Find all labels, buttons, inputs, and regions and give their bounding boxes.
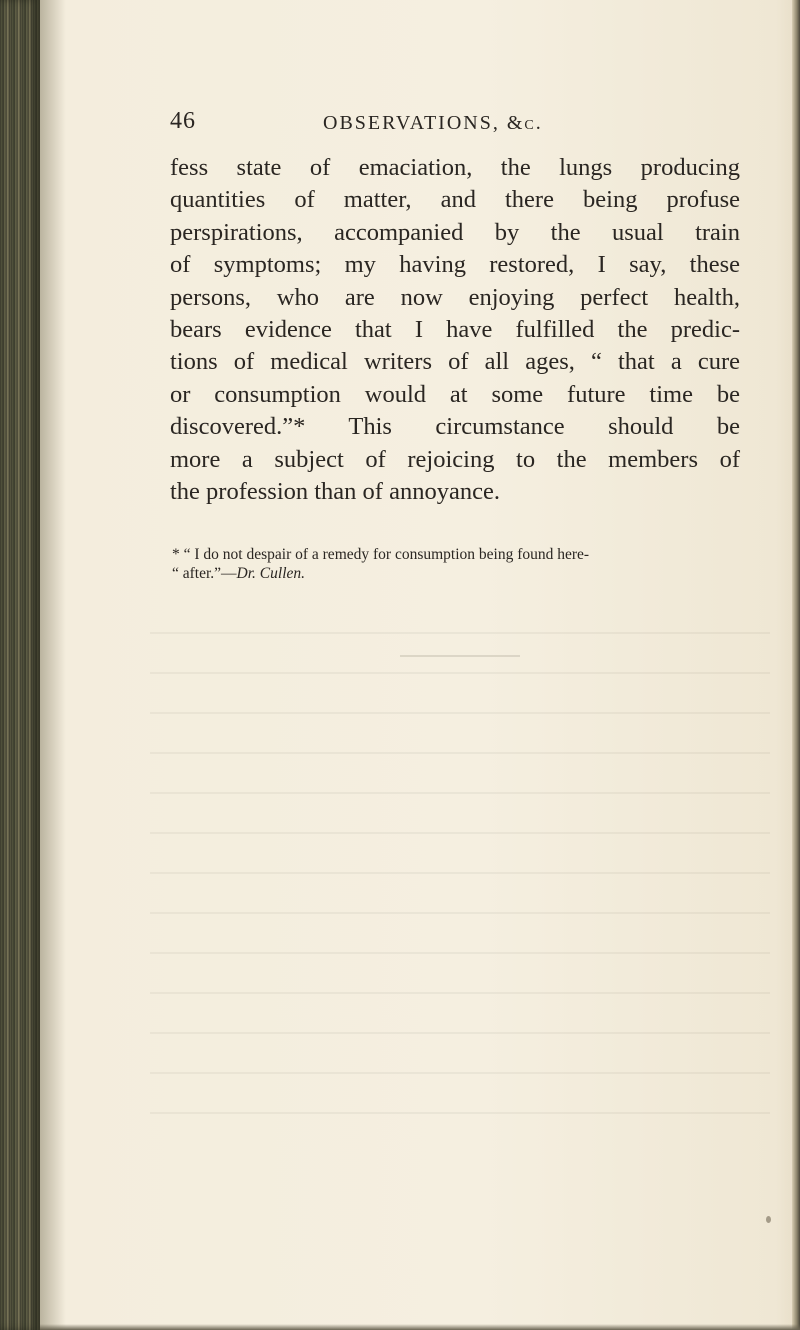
body-line: tions of medical writers of all ages, “ that a cure: [170, 348, 740, 376]
body-line: persons, who are now enjoying perfect health,: [170, 283, 740, 311]
show-through-rule: [400, 655, 520, 657]
gutter-shadow: [40, 0, 66, 1330]
footnote-author: Dr. Cullen.: [236, 565, 306, 582]
page-right-edge: [792, 0, 800, 1330]
book-spine-gutter: [0, 0, 40, 1330]
body-line: the profession than of annoyance.: [170, 478, 500, 506]
body-line: perspirations, accompanied by the usual train: [170, 218, 740, 246]
show-through-text: [150, 600, 770, 1160]
paper-blemish: [766, 1216, 771, 1223]
body-line: bears evidence that I have fulfilled the predic-: [170, 316, 740, 344]
footnote: [172, 545, 740, 583]
running-head: OBSERVATIONS, &c.: [323, 112, 543, 134]
footnote-line: * “ I do not despair of a remedy for consumption being found here-: [172, 546, 590, 563]
body-line: discovered.”* This circumstance should be: [170, 413, 740, 441]
body-paragraph: [170, 152, 740, 508]
body-line: of symptoms; my having restored, I say, these: [170, 251, 740, 279]
footnote-quote: “ after.”—: [172, 565, 237, 582]
page-number: 46: [170, 108, 196, 134]
page-header: [170, 108, 740, 138]
page-bottom-edge: [40, 1324, 800, 1330]
body-line: fess state of emaciation, the lungs producing: [170, 154, 740, 181]
footnote-line: [172, 564, 740, 583]
body-line: or consumption would at some future time be: [170, 380, 740, 408]
body-line: more a subject of rejoicing to the members of: [170, 445, 740, 473]
body-line: quantities of matter, and there being profuse: [170, 186, 740, 214]
